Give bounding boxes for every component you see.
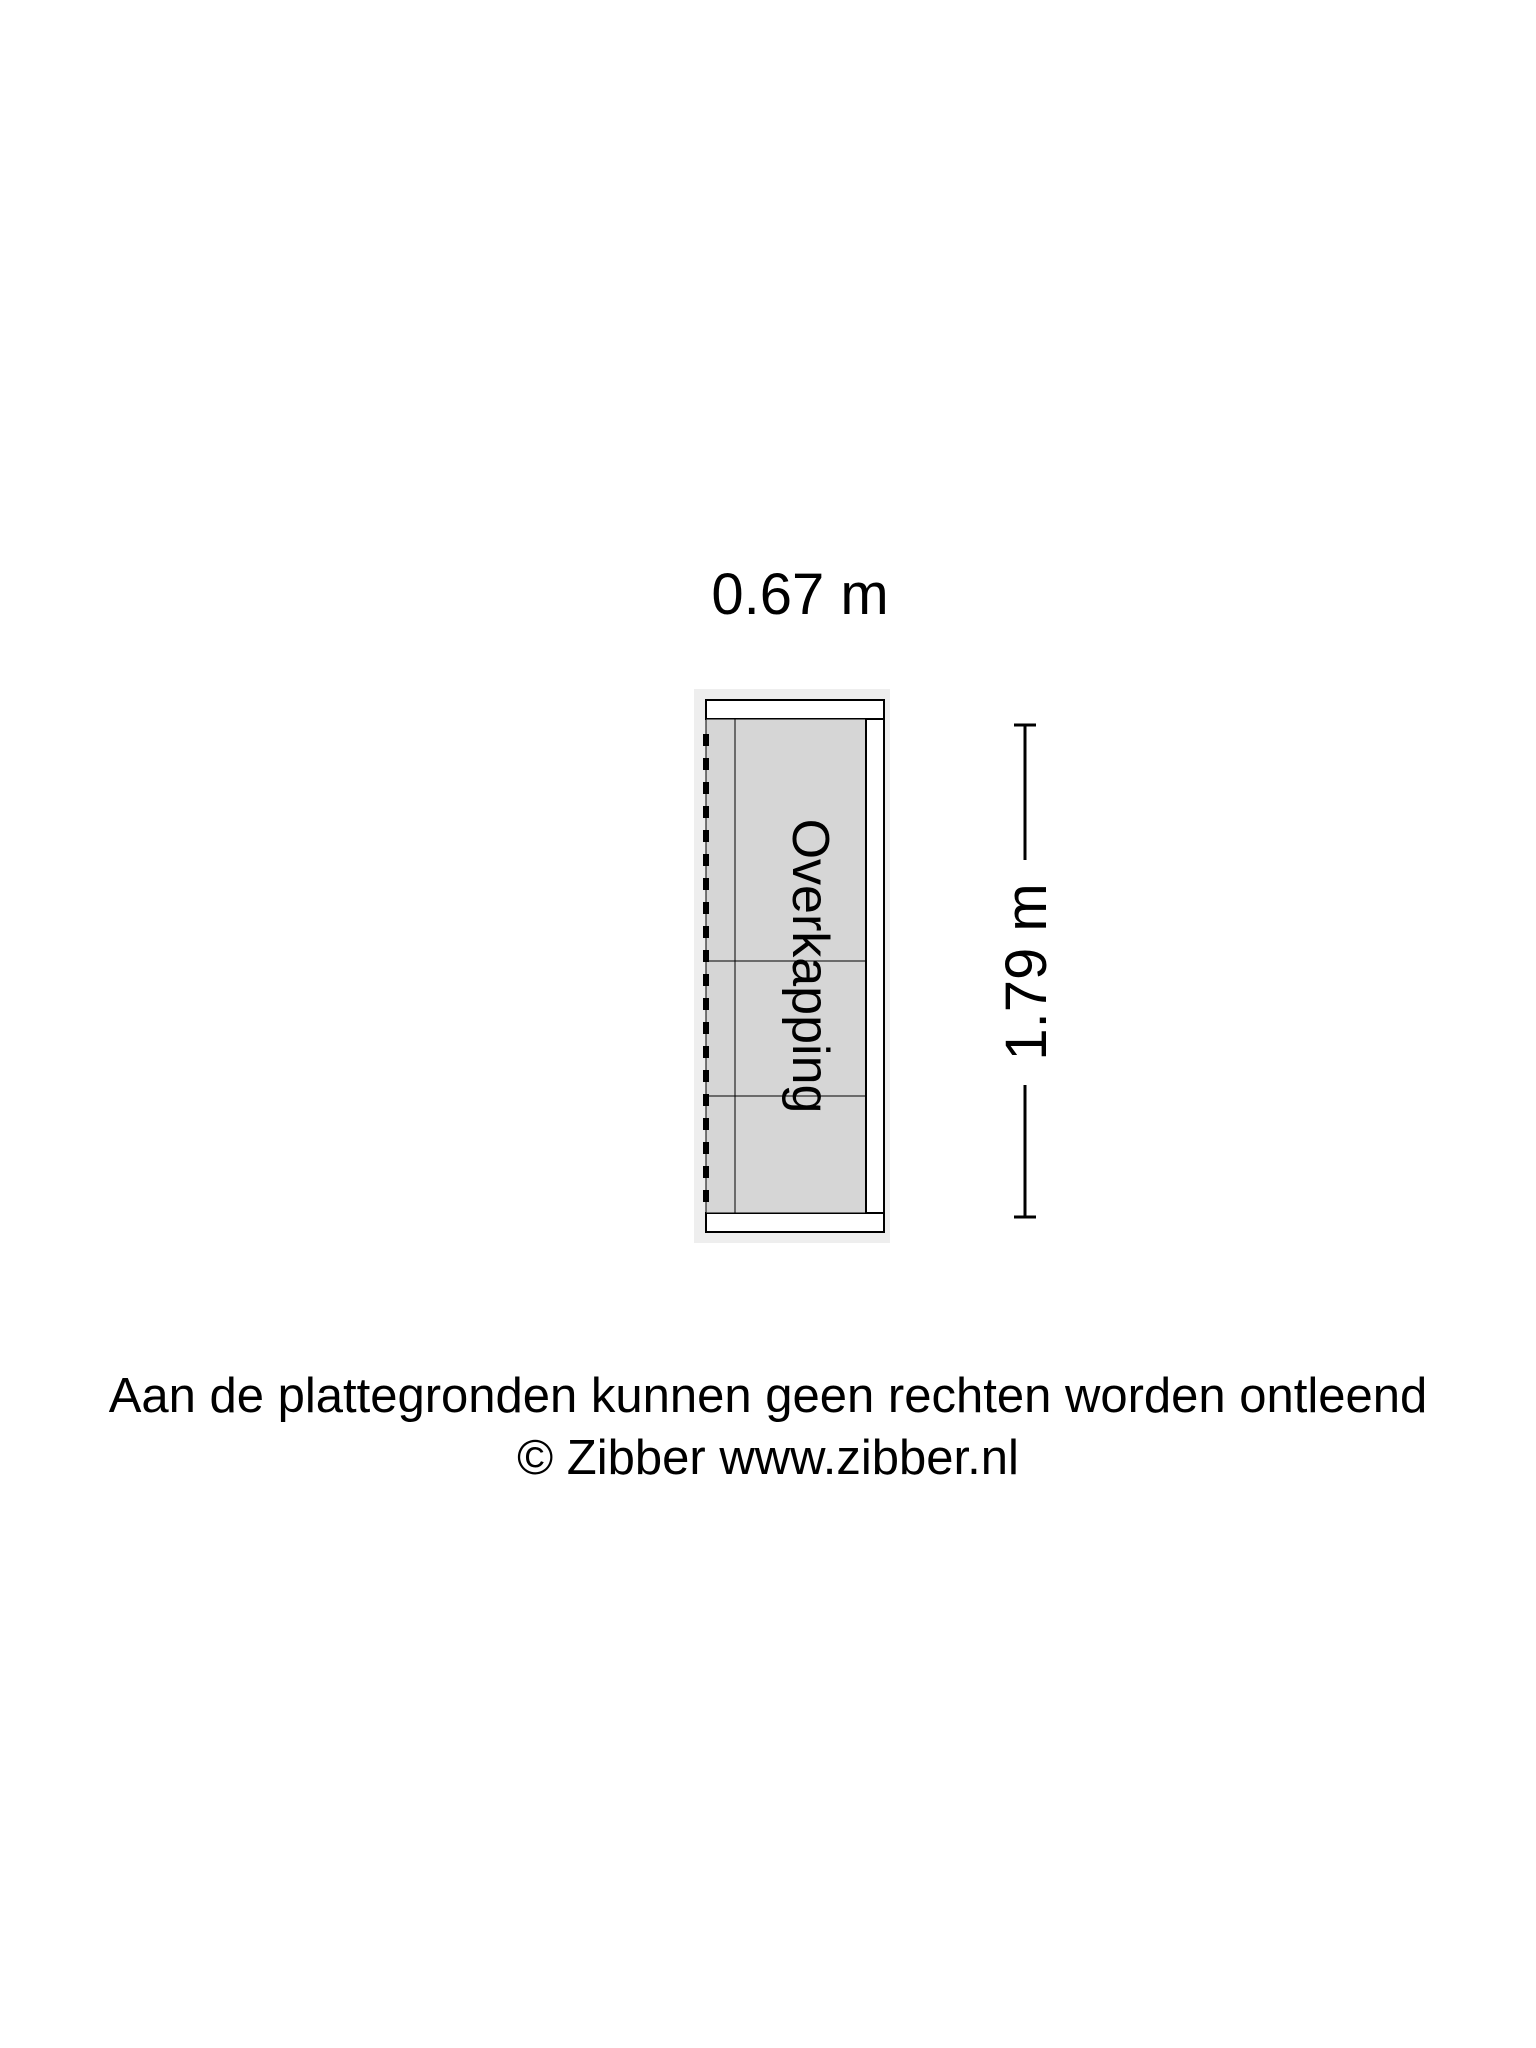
bottom-wall (706, 1213, 884, 1232)
right-wall (866, 719, 884, 1213)
disclaimer-text: Aan de plattegronden kunnen geen rechten worden ontleend (108, 1369, 1428, 1423)
copyright-text: © Zibber www.zibber.nl (517, 1431, 1019, 1485)
footer (0, 1365, 1536, 1489)
length-dimension-label: 1.79 m (994, 883, 1059, 1061)
room-label: Overkapping (781, 818, 839, 1114)
top-wall (706, 700, 884, 719)
width-dimension-label: 0.67 m (711, 562, 889, 627)
